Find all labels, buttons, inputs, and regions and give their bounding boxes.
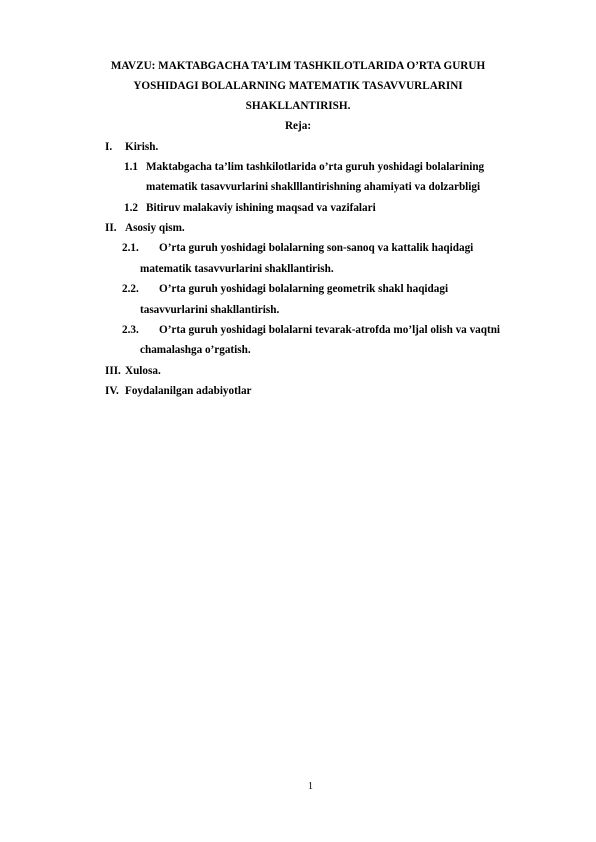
subsection-number: 1.1 xyxy=(124,161,138,173)
section-label: Xulosa. xyxy=(125,365,161,377)
page-number: 1 xyxy=(308,781,313,792)
plan-heading: Reja: xyxy=(284,120,312,132)
subsection-number: 2.2. xyxy=(122,283,139,295)
subsection-text-continued: matematik tasavvurlarini shakllantirish. xyxy=(140,263,334,275)
subsection-text: Bitiruv malakaviy ishining maqsad va vazifalari xyxy=(146,202,376,214)
section-number: I. xyxy=(105,141,113,153)
subsection-text: Maktabgacha ta’lim tashkilotlarida o’rta guruh yoshidagi bolalarining xyxy=(146,161,485,173)
title-line-2: YOSHIDAGI BOLALARNING MATEMATIK TASAVVURLARINI xyxy=(133,80,463,92)
subsection-text-continued: tasavvurlarini shakllantirish. xyxy=(140,304,280,316)
section-number: III. xyxy=(105,365,121,377)
subsection-number: 1.2 xyxy=(124,202,138,214)
subsection-text: O’rta guruh yoshidagi bolalarning son-sanoq va kattalik haqidagi xyxy=(159,242,474,254)
section-label: Foydalanilgan adabiyotlar xyxy=(125,385,252,397)
subsection-text-continued: matematik tasavvurlarini shaklllantirishning ahamiyati va dolzarbligi xyxy=(146,181,481,193)
section-number: IV. xyxy=(105,385,119,397)
subsection-number: 2.1. xyxy=(122,242,139,254)
subsection-text: O’rta guruh yoshidagi bolalarning geometrik shakl haqidagi xyxy=(159,283,449,295)
section-number: II. xyxy=(105,222,117,234)
subsection-number: 2.3. xyxy=(122,324,139,336)
subsection-text-continued: chamalashga o’rgatish. xyxy=(140,344,251,356)
title-line-1: MAVZU: MAKTABGACHA TA’LIM TASHKILOTLARIDA O’RTA GURUH xyxy=(110,60,486,72)
section-label: Kirish. xyxy=(125,141,159,153)
subsection-text: O’rta guruh yoshidagi bolalarni tevarak-atrofda mo’ljal olish va vaqtni xyxy=(159,324,501,336)
title-line-3: SHAKLLANTIRISH. xyxy=(245,100,351,112)
section-label: Asosiy qism. xyxy=(125,222,185,234)
